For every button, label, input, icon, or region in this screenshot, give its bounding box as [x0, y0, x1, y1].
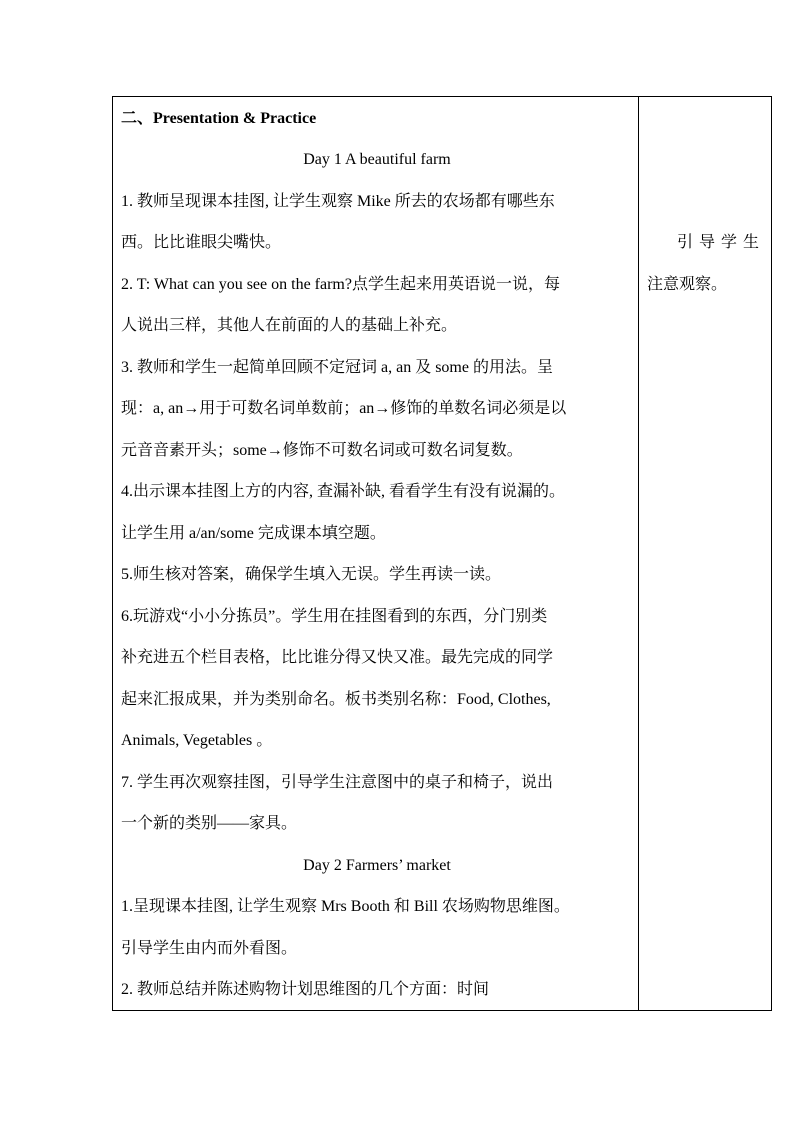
day1-title: Day 1 A beautiful farm	[303, 151, 451, 168]
day1-line: 2. T: What can you see on the farm?点学生起来用英语说一说，每	[121, 276, 560, 293]
design-notes-cell	[639, 97, 773, 1010]
day1-line: 4.出示课本挂图上方的内容, 查漏补缺, 看看学生有没有说漏的。	[121, 483, 566, 500]
section-heading: 二、Presentation & Practice	[121, 110, 317, 127]
day1-line: 1. 教师呈现课本挂图, 让学生观察 Mike 所去的农场都有哪些东	[121, 193, 555, 210]
day1-line: 元音音素开头；some→修饰不可数名词或可数名词复数。	[121, 442, 523, 459]
day1-line: 5.师生核对答案，确保学生填入无误。学生再读一读。	[121, 566, 502, 583]
day1-line: 一个新的类别——家具。	[121, 815, 298, 832]
teaching-steps-cell	[113, 97, 638, 1010]
day1-line: 起来汇报成果，并为类别命名。板书类别名称：Food, Clothes,	[121, 691, 551, 708]
side-note-line: 引导学生	[677, 234, 766, 251]
day1-line: 西。比比谁眼尖嘴快。	[121, 234, 282, 251]
day1-line: Animals, Vegetables 。	[121, 732, 273, 749]
day1-line: 现：a, an→用于可数名词单数前；an→修饰的单数名词必须是以	[121, 400, 567, 417]
side-note-line: 注意观察。	[647, 276, 728, 293]
day1-line: 人说出三样，其他人在前面的人的基础上补充。	[121, 317, 458, 334]
day1-line: 让学生用 a/an/some 完成课本填空题。	[121, 525, 386, 542]
day1-line: 3. 教师和学生一起简单回顾不定冠词 a, an 及 some 的用法。呈	[121, 359, 553, 376]
day1-line: 6.玩游戏“小小分拣员”。学生用在挂图看到的东西，分门别类	[121, 608, 548, 625]
day2-title: Day 2 Farmers’ market	[303, 857, 451, 874]
day2-line: 2. 教师总结并陈述购物计划思维图的几个方面：时间	[121, 981, 490, 998]
day2-line: 1.呈现课本挂图, 让学生观察 Mrs Booth 和 Bill 农场购物思维图。	[121, 898, 570, 915]
day2-line: 引导学生由内而外看图。	[121, 940, 298, 957]
day1-line: 7. 学生再次观察挂图，引导学生注意图中的桌子和椅子，说出	[121, 774, 554, 791]
lesson-plan-table	[112, 96, 772, 1011]
day1-line: 补充进五个栏目表格，比比谁分得又快又准。最先完成的同学	[121, 649, 554, 666]
